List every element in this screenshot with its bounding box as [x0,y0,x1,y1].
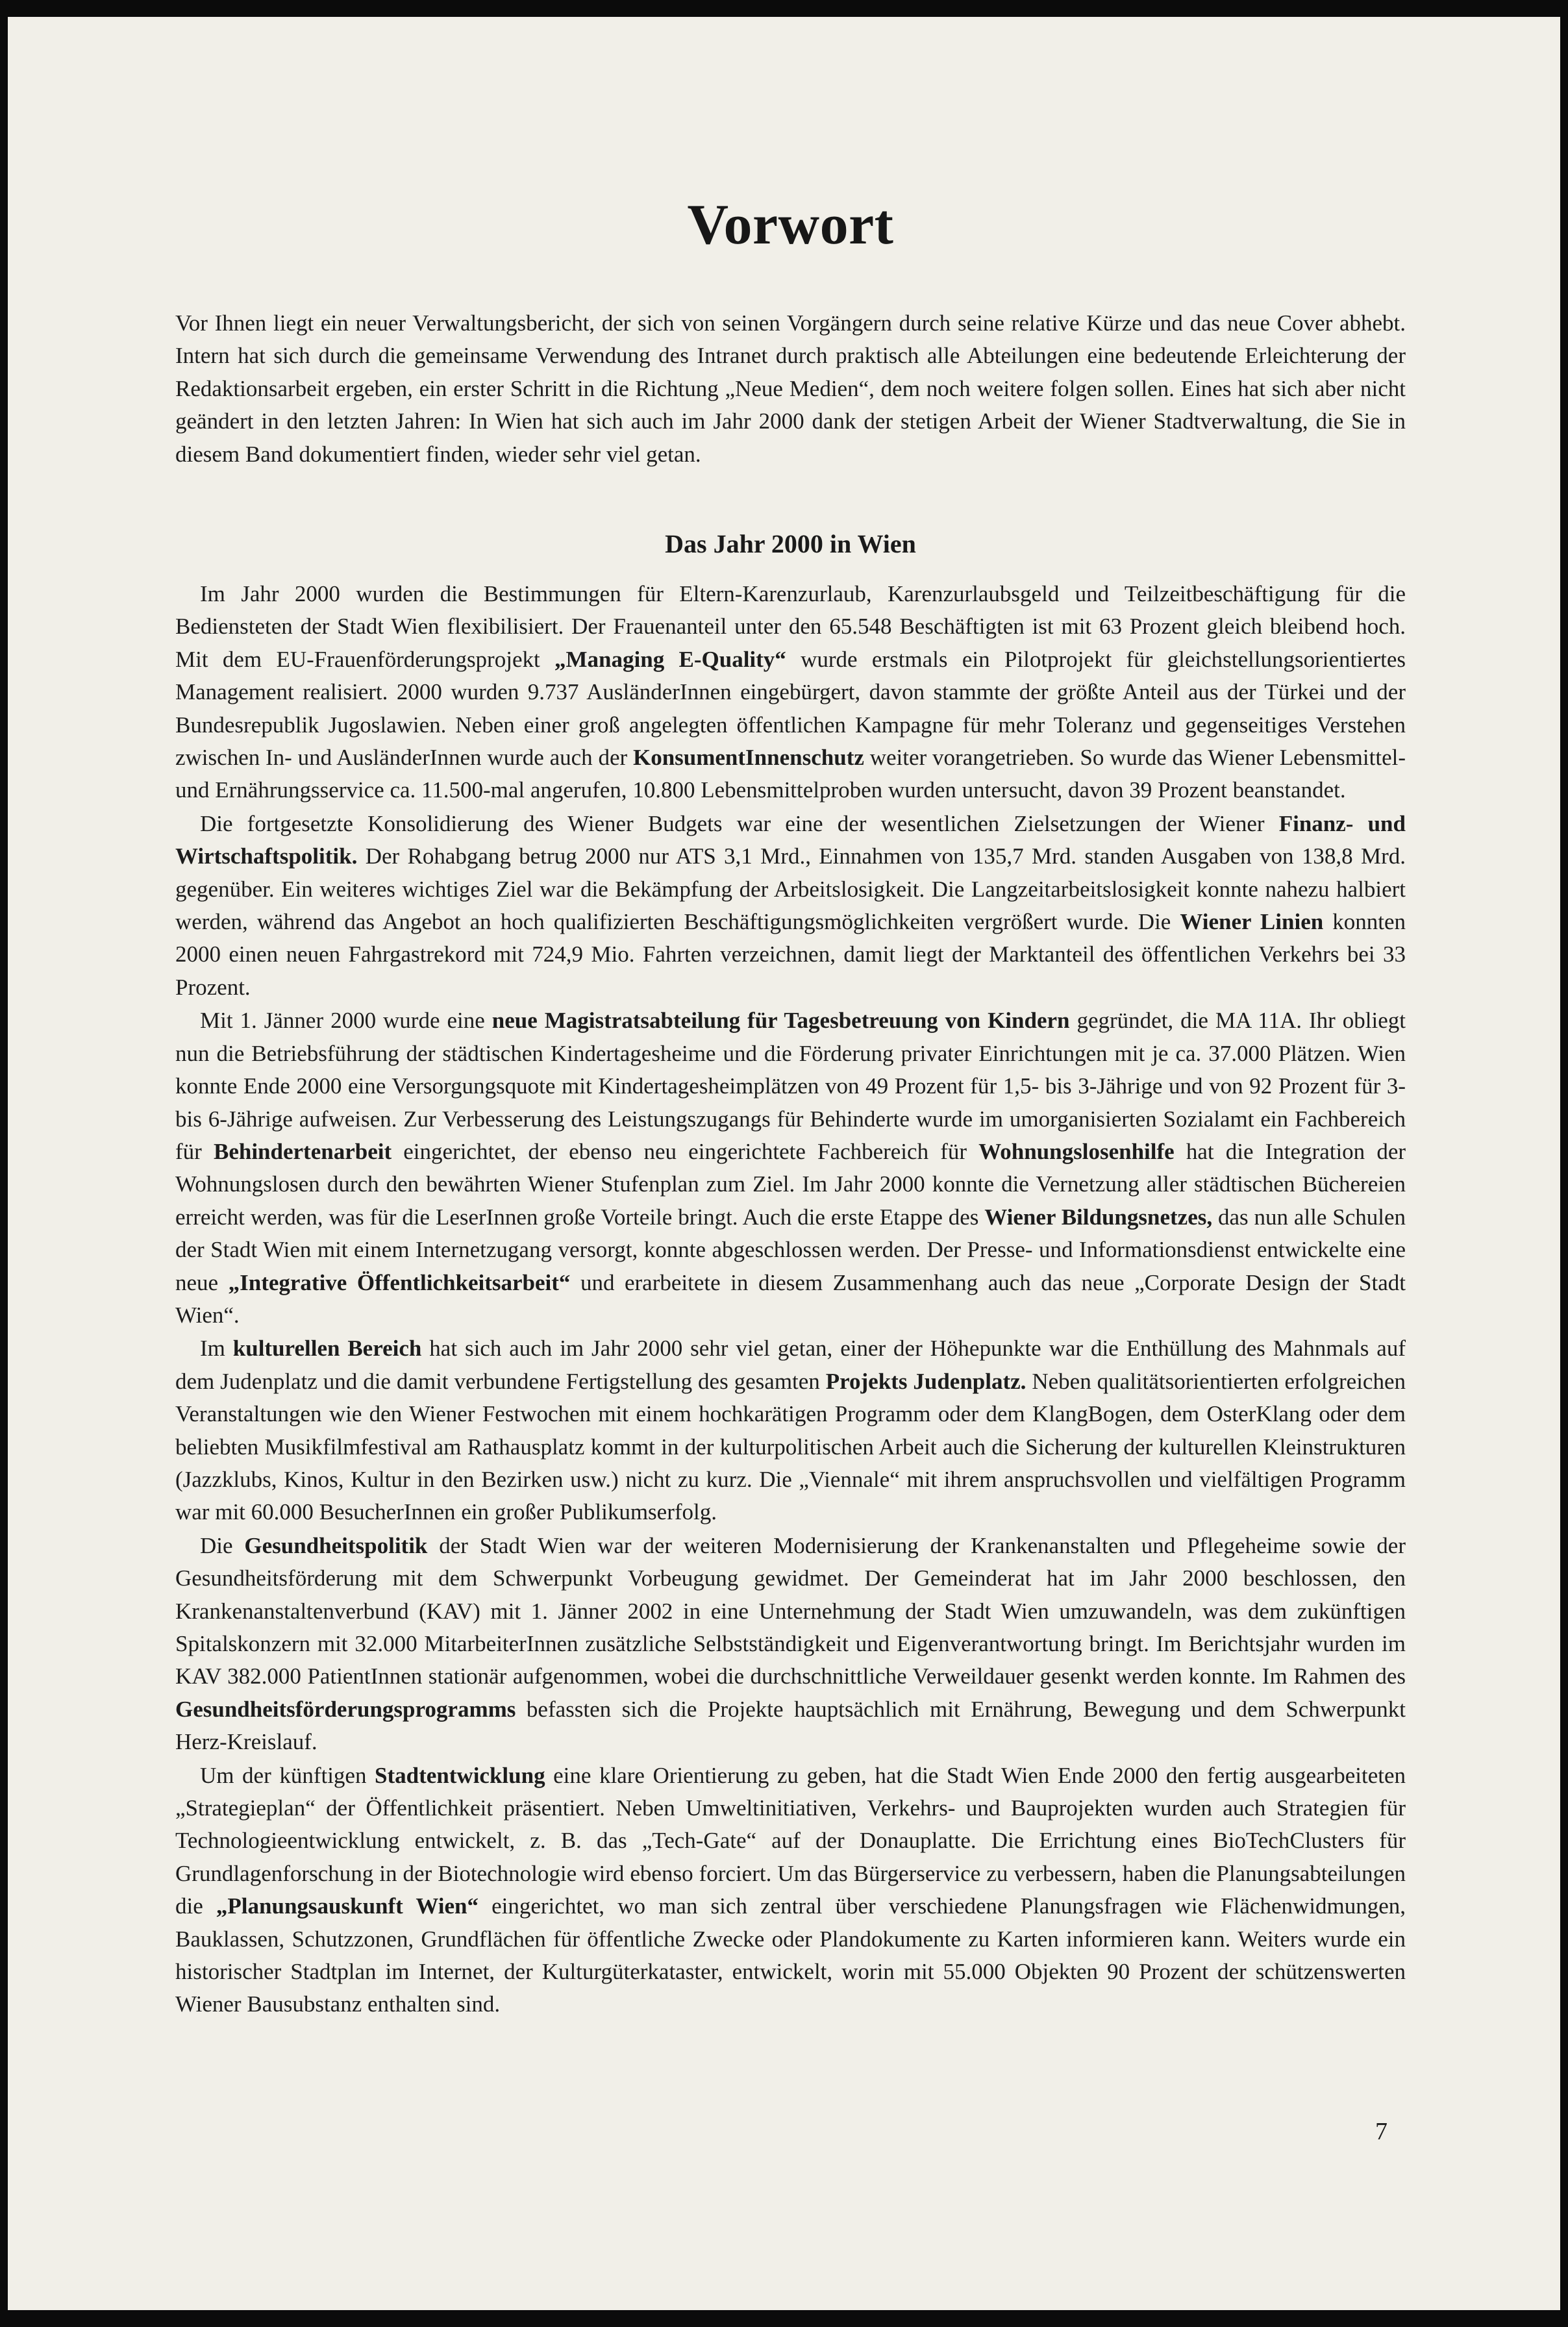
paragraph-text: eingerichtet, wo man sich zentral über verschiedene Planungsfragen wie Flächenwidmungen, Bauklassen, Schutzzonen, Grundflächen für öffentliche Zwecke oder Plandokumente zu Karten informieren kann. Weiters wurde ein historischer Stadtplan im Internet, der Kulturgüterkataster, entwickelt, worin mit 55.000 Objekten 90 Prozent der schützenswerten Wiener Bausubstanz enthalten sind. [175,1893,1406,2017]
paragraph-text: befassten sich die Projekte hauptsächlich mit Ernährung, Bewegung und dem Schwerpunkt Herz-Kreislauf. [175,1696,1406,1755]
paragraph-text: gegründet, die MA 11A. Ihr obliegt nun die Betriebsführung der städtischen Kindertagesheime und die Förderung privater Einrichtungen mit je ca. 37.000 Plätzen. Wien konnte Ende 2000 eine Versorgungsquote mit Kindertagesheimplätzen von 49 Prozent für 1,5- bis 3-Jährige und von 92 Prozent für 3- bis 6-Jährige aufweisen. Zur Verbesserung des Leistungszugangs für Behinderte wurde im umorganisierten Sozialamt ein Fachbereich für [175,1008,1406,1164]
paragraph-text: Um der künftigen [200,1762,375,1788]
bold-term: Behindertenarbeit [213,1138,392,1164]
bold-term: Wiener Bildungsnetzes, [984,1204,1213,1230]
paragraph-text: Die [200,1532,245,1558]
section-body [175,578,1406,2021]
bold-term: Wohnungslosenhilfe [978,1138,1175,1164]
paragraph-text: Neben qualitätsorientierten erfolgreichen Veranstaltungen wie den Wiener Festwochen mit einem hochkarätigen Programm oder dem KlangBogen, dem OsterKlang oder dem beliebten Musikfilmfestival am Rathausplatz kommt in der kulturpolitischen Arbeit auch die Sicherung der kulturellen Kleinstrukturen (Jazzklubs, Kinos, Kultur in den Bezirken usw.) nicht zu kurz. Die „Viennale“ mit ihrem anspruchsvollen und vielfältigen Programm war mit 60.000 BesucherInnen ein großer Publikumserfolg. [175,1368,1406,1525]
paragraph-text: das nun alle Schulen der Stadt Wien mit einem Internetzugang versorgt, konnte abgeschlossen werden. Der Presse- und Informationsdienst entwickelte eine neue [175,1204,1406,1295]
paragraph-text: wurde erstmals ein Pilotprojekt für gleichstellungsorientiertes Management realisiert. 2000 wurden 9.737 AusländerInnen eingebürgert, davon stammte der größte Anteil aus der Türkei und der Bundesrepublik Jugoslawien. Neben einer groß angelegten öffentlichen Kampagne für mehr Toleranz und gegenseitiges Verstehen zwischen In- und AusländerInnen wurde auch der [175,646,1406,771]
page-title: Vorwort [687,193,894,256]
paragraph-text: der Stadt Wien war der weiteren Modernisierung der Krankenanstalten und Pflegeheime sowie der Gesundheitsförderung mit dem Schwerpunkt Vorbeugung gewidmet. Der Gemeinderat hat im Jahr 2000 beschlossen, den Krankenanstaltenverbund (KAV) mit 1. Jänner 2002 in eine Unternehmung der Stadt Wien umzuwandeln, was dem zukünftigen Spitalskonzern mit 32.000 MitarbeiterInnen zusätzliche Selbstständigkeit und Eigenverantwortung bringt. Im Berichtsjahr wurden im KAV 382.000 PatientInnen stationär aufgenommen, wobei die durchschnittliche Verweildauer gesenkt werden konnte. Im Rahmen des [175,1532,1406,1689]
paragraph-text: eine klare Orientierung zu geben, hat die Stadt Wien Ende 2000 den fertig ausgearbeiteten „Strategieplan“ der Öffentlichkeit präsentiert. Neben Umweltinitiativen, Verkehrs- und Bauprojekten wurden auch Strategien für Technologieentwicklung entwickelt, z. B. das „Tech-Gate“ auf der Donauplatte. Die Errichtung eines BioTechClusters für Grundlagenforschung in der Biotechnologie wird ebenso forciert. Um das Bürgerservice zu verbessern, haben die Planungsabteilungen die [175,1762,1406,1919]
paragraph-text: Der Rohabgang betrug 2000 nur ATS 3,1 Mrd., Einnahmen von 135,7 Mrd. standen Ausgaben von 138,8 Mrd. gegenüber. Ein weiteres wichtiges Ziel war die Bekämpfung der Arbeitslosigkeit. Die Langzeitarbeitslosigkeit konnte nahezu halbiert werden, während das Angebot an hoch qualifizierten Beschäftigungsmöglichkeiten vergrößert wurde. Die [175,843,1406,935]
page-number: 7 [1375,2118,1388,2145]
paragraph-text: konnten 2000 einen neuen Fahrgastrekord mit 724,9 Mio. Fahrten verzeichnen, damit liegt der Marktanteil des öffentlichen Verkehrs bei 33 Prozent. [175,909,1406,1000]
bold-term: Projekts Judenplatz. [825,1368,1027,1394]
bold-term: „Managing E-Quality“ [554,646,786,672]
paragraph-text: Im Jahr 2000 wurden die Bestimmungen für Eltern-Karenzurlaub, Karenzurlaubsgeld und Teilzeitbeschäftigung für die Bediensteten der Stadt Wien flexibilisiert. Der Frauenanteil unter den 65.548 Beschäftigten ist mit 63 Prozent gleich bleibend hoch. Mit dem EU-Frauenförderungsprojekt [175,581,1406,672]
bold-term: Gesundheitsförderungsprogramms [175,1696,516,1722]
bold-term: kulturellen Bereich [232,1336,422,1362]
body-paragraph [175,1530,1406,1759]
paragraph-text: eingerichtet, der ebenso neu eingerichtete Fachbereich für [392,1138,979,1164]
bold-term: Finanz- und Wirtschaftspolitik. [175,810,1406,869]
intro-paragraph: Vor Ihnen liegt ein neuer Verwaltungsbericht, der sich von seinen Vorgängern durch seine relative Kürze und das neue Cover abhebt. Intern hat sich durch die gemeinsame Verwendung des Intranet durch praktisch alle Abteilungen eine bedeutende Erleichterung der Redaktionsarbeit ergeben, ein erster Schritt in die Richtung „Neue Medien“, dem noch weitere folgen sollen. Eines hat sich aber nicht geändert in den letzten Jahren: In Wien hat sich auch im Jahr 2000 dank der stetigen Arbeit der Wiener Stadtverwaltung, die Sie in diesem Band dokumentiert finden, wieder sehr viel getan. [175,310,1406,467]
section-heading: Das Jahr 2000 in Wien [665,529,916,558]
bold-term: „Integrative Öffentlichkeitsarbeit“ [228,1269,571,1295]
intro-section [175,307,1406,471]
bold-term: Gesundheitspolitik [244,1532,428,1558]
body-paragraph [175,1760,1406,2021]
paragraph-text: und erarbeitete in diesem Zusammenhang auch das neue „Corporate Design der Stadt Wien“. [175,1269,1406,1328]
bold-term: Wiener Linien [1180,909,1324,935]
body-paragraph [175,1004,1406,1332]
paragraph-text: Die fortgesetzte Konsolidierung des Wiener Budgets war eine der wesentlichen Zielsetzungen der Wiener [200,810,1279,836]
body-paragraph [175,578,1406,807]
paragraph-text: hat die Integration der Wohnungslosen durch den bewährten Wiener Stufenplan zum Ziel. Im Jahr 2000 konnte die Vernetzung aller städtischen Büchereien erreicht werden, was für die LeserInnen große Vorteile bringt. Auch die erste Etappe des [175,1138,1406,1230]
paragraph-text: weiter vorangetrieben. So wurde das Wiener Lebensmittel- und Ernährungsservice ca. 11.500-mal angerufen, 10.800 Lebensmittelproben wurden untersucht, davon 39 Prozent beanstandet. [175,745,1406,803]
bold-term: Stadtentwicklung [375,1762,545,1788]
body-paragraph [175,808,1406,1004]
body-paragraph [175,1332,1406,1528]
bold-term: KonsumentInnenschutz [632,745,864,771]
bold-term: neue Magistratsabteilung für Tagesbetreuung von Kindern [492,1008,1070,1034]
bold-term: „Planungsauskunft Wien“ [216,1893,479,1919]
paragraph-text: Im [200,1336,233,1362]
paragraph-text: hat sich auch im Jahr 2000 sehr viel getan, einer der Höhepunkte war die Enthüllung des Mahnmals auf dem Judenplatz und die damit verbundene Fertigstellung des gesamten [175,1336,1406,1394]
document-page [8,17,1560,2310]
paragraph-text: Mit 1. Jänner 2000 wurde eine [200,1008,492,1034]
